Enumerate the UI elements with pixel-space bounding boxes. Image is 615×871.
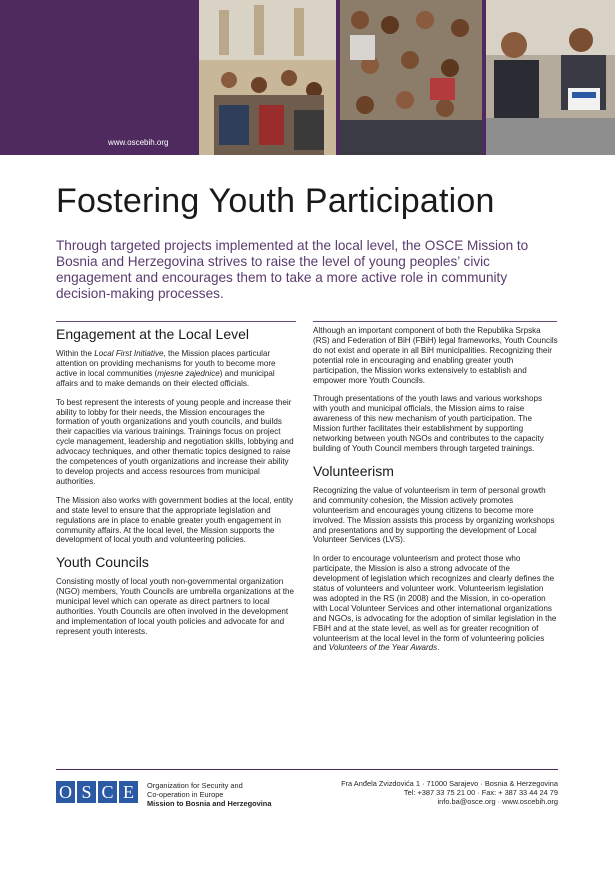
website-url[interactable]: www.oscebih.org xyxy=(108,138,169,147)
group-photo-icon xyxy=(340,0,482,155)
intro-paragraph: Through targeted projects implemented at the local level, the OSCE Mission to Bosnia and Herzegovina strives to raise the level of young peoples’ civic engagement and encourages them to take a more active role in community decision-making processes. xyxy=(56,238,529,301)
section-heading-youth-councils: Youth Councils xyxy=(56,554,149,571)
paragraph-local-first: Within the Local First Initiative, the Mission places particular attention on providing mechanisms for youth to become more active in local communities (mjesne zajednice) and municipal affairs and to make demands on their elected officials. xyxy=(56,349,276,388)
logo-letter: S xyxy=(77,781,96,803)
left-column xyxy=(56,326,296,646)
mission-name: Mission to Bosnia and Herzegovina xyxy=(147,799,272,808)
logo-letter: C xyxy=(98,781,117,803)
logo-letter: E xyxy=(119,781,138,803)
group-photo-icon xyxy=(486,0,615,155)
brand-block xyxy=(0,0,195,155)
organization-name xyxy=(147,781,271,808)
paragraph-government-bodies: The Mission also works with government bodies at the local, entity and state level to ensure that the appropriate legislation and regulations are in place to enable greater youth engagement in community affairs. At the local level, the Mission supports the development of local youth and volunteering policies. xyxy=(56,495,294,545)
address: Fra Anđela Zvizdovića 1 · 71000 Sarajevo · Bosnia & Herzegovina xyxy=(341,779,558,788)
phone-fax: Tel: +387 33 75 21 00 · Fax: + 387 33 44 24 79 xyxy=(403,788,558,797)
org-line: Organization for Security and xyxy=(147,781,243,790)
osce-logo xyxy=(56,781,138,803)
column-divider-right xyxy=(313,321,557,322)
paragraph-volunteerism-legislation: In order to encourage volunteerism and protect those who participate, the Mission is also a strong advocate of the development of legislation which recognizes and clearly defines the status of volunteers and volunteer work. Volunteerism legislation was adopted in the RS (in 2008) and the Mission, in co-operation with Local Volunteer Services and other international organizations and NGOs, is advocating for the adoption of similar legislation in the FBiH and at the state level, as well as for greater recognition of volunteerism at the local level in the form of volunteering policies and Volunteers of the Year Awards. xyxy=(313,554,557,653)
logo-letter: O xyxy=(56,781,75,803)
paragraph-volunteerism-value: Recognizing the value of volunteerism in term of personal growth and community cohesion, the Mission actively promotes volunteerism and encourages young citizens to become more involved. The Mission assists this process by organizing workshops and presentations and by supporting the development of Local Volunteer Services (LVS). xyxy=(313,485,555,545)
column-divider-left xyxy=(56,321,296,322)
email-web[interactable]: info.ba@osce.org · www.oscebih.org xyxy=(437,797,558,806)
org-line: Co-operation in Europe xyxy=(147,790,224,799)
right-column xyxy=(313,326,558,662)
paragraph-youth-councils: Consisting mostly of local youth non-governmental organization (NGO) members, Youth Councils are umbrella organizations at the municipal level which can operate as direct partners to local authorities. Youth Councils are often involved in the development and implementation of local youth policies and advocate for and represent youth interests. xyxy=(56,577,294,636)
paragraph-trainings: To best represent the interests of young people and increase their ability to lobby for their needs, the Mission encourages the formation of youth organizations and youth councils, and builds their capacities via various trainings. Trainings focus on project cycle management, leadership and negotiation skills, lobbying and advocacy techniques, and other thematic topics designed to raise the competences of youth organizations and increase their ability to develop projects and access resources from municipal authorities. xyxy=(56,397,294,486)
footer-divider xyxy=(56,769,558,770)
page-title: Fostering Youth Participation xyxy=(56,182,495,220)
header-band xyxy=(0,0,615,155)
section-heading-volunteerism: Volunteerism xyxy=(313,462,394,479)
contact-block xyxy=(341,779,558,806)
paragraph-presentations: Through presentations of the youth laws and various workshops with youth and municipal officials, the Mission aims to raise awareness of this new mechanism of youth participation. The Mission further facilitates their establishment by supporting networking between youth NGOs and contributes to the capacity building of Youth Council members through targeted trainings. xyxy=(313,394,544,453)
paragraph-legal-frameworks: Although an important component of both the Republika Srpska (RS) and Federation of BiH (FBiH) legal frameworks, Youth Councils do not exist and operate in all BiH municipalities. Recognizing their potential role in encouraging and enabling greater youth participation, the Mission works extensively to establish and empower more Youth Councils. xyxy=(313,326,558,385)
group-photo-icon xyxy=(199,0,336,155)
section-heading-engagement: Engagement at the Local Level xyxy=(56,326,250,342)
